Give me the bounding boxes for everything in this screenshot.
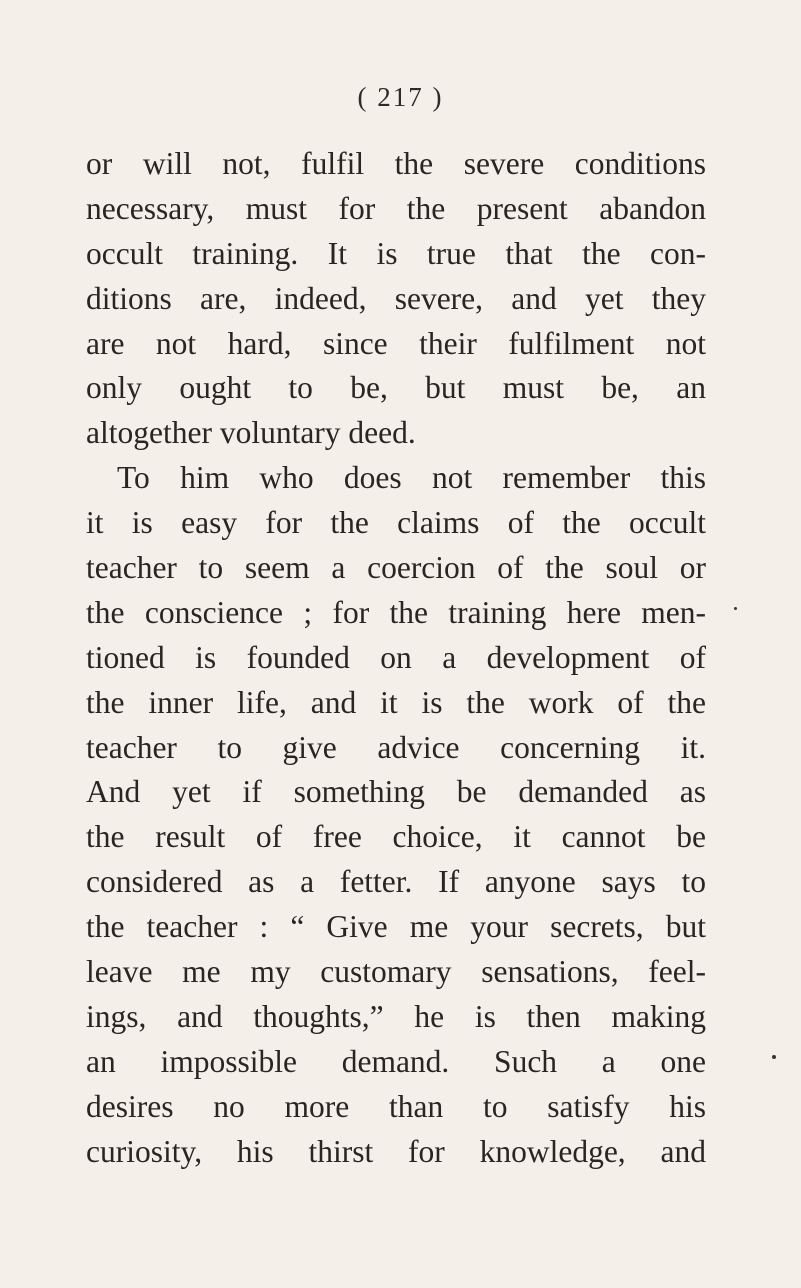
text-line: an impossible demand. Such a one xyxy=(86,1043,706,1079)
text-line: the conscience ; for the training here men- xyxy=(86,594,706,630)
text-line: or will not, fulfil the severe conditions xyxy=(86,146,706,181)
text-line: are not hard, since their fulfilment not xyxy=(86,325,706,361)
text-line: necessary, must for the present abandon xyxy=(86,190,706,226)
text-line: And yet if something be demanded as xyxy=(86,774,706,810)
paper-speck xyxy=(772,1055,776,1059)
text-line: occult training. It is true that the con- xyxy=(86,235,706,271)
text-line: tioned is founded on a development of xyxy=(86,639,706,675)
paper-speck xyxy=(734,607,737,610)
text-line: ditions are, indeed, severe, and yet they xyxy=(86,280,706,316)
text-line: teacher to seem a coercion of the soul or xyxy=(86,550,706,586)
text-line: To him who does not remember this xyxy=(117,460,706,496)
text-line: it is easy for the claims of the occult xyxy=(86,505,706,541)
text-line: the teacher : “ Give me your secrets, but xyxy=(86,909,706,945)
text-line: altogether voluntary deed. xyxy=(86,415,416,451)
text-line: desires no more than to satisfy his xyxy=(86,1088,706,1124)
text-line: the result of free choice, it cannot be xyxy=(86,819,706,855)
text-line: ings, and thoughts,” he is then making xyxy=(86,998,706,1034)
body-text xyxy=(86,142,706,1174)
text-line: teacher to give advice concerning it. xyxy=(86,729,706,765)
text-line: considered as a fetter. If anyone says to xyxy=(86,864,706,900)
text-line: curiosity, his thirst for knowledge, and xyxy=(86,1133,706,1169)
page-number: ( 217 ) xyxy=(357,82,444,112)
text-line: only ought to be, but must be, an xyxy=(86,370,706,406)
text-line: leave me my customary sensations, feel- xyxy=(86,954,706,990)
text-line: the inner life, and it is the work of the xyxy=(86,684,706,720)
